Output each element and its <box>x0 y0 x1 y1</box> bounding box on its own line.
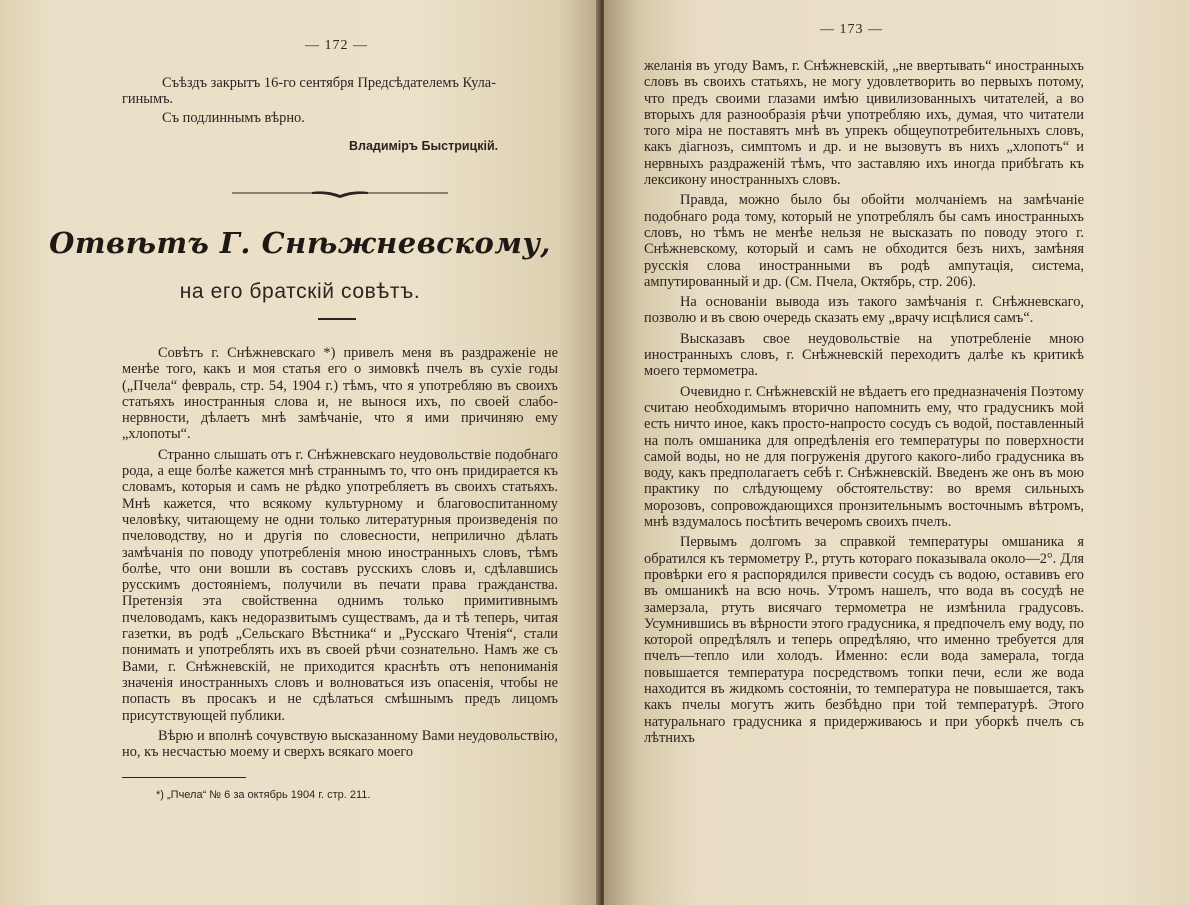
article-title: Отвѣтъ Г. Снѣжневскому, <box>49 226 551 260</box>
paragraph: Вѣрю и вполнѣ сочувствую высказанному Вами неудовольствію, но, къ несчастью моему и сверхъ всякаго моего <box>122 727 558 761</box>
title-underline <box>318 318 356 320</box>
paragraph: Высказавъ свое неудовольствіе на употребленіе мною иностранныхъ словъ, г. Снѣжневскій переходитъ далѣе къ критикѣ моего термометра. <box>644 330 1084 380</box>
closing-line-2: гинымъ. <box>122 91 174 107</box>
right-page <box>604 0 1190 905</box>
closing-line-1: Съѣздъ закрытъ 16-го сентября Предсѣдателемъ Кула- <box>162 75 496 91</box>
right-body-text <box>644 58 1084 746</box>
paragraph: На основаніи вывода изъ такого замѣчанія г. Снѣжневскаго, позволю и въ свою очередь сказать ему „врачу исцѣлися самъ“. <box>644 294 1084 327</box>
left-body-text <box>122 345 558 760</box>
footnote: *) „Пчела“ № 6 за октябрь 1904 г. стр. 211. <box>156 789 371 801</box>
paragraph: желанія въ угоду Вамъ, г. Снѣжневскій, „не ввертывать“ иностранныхъ словъ въ своихъ статьяхъ, не могу удовлетворить во первыхъ потому, что предъ своими глазами имѣю цивилизованныхъ читателей, а во вторыхъ для разнообразія рѣчи употребляю ихъ, думая, что читатели того міра не поставятъ мнѣ въ упрекъ общеупотребительныхъ словъ, какъ діагнозъ, симптомъ и др. и не вызовутъ въ нихъ „хлопотъ“ и нервныхъ раздраженій тѣмъ, что заставляю ихъ иногда прибѣгать къ лексикону иностранныхъ словъ. <box>644 58 1084 189</box>
paragraph: Совѣтъ г. Снѣжневскаго *) привелъ меня въ раздраженіе не менѣе того, какъ и моя статья его о зимовкѣ пчелъ въ сухіе годы („Пчела“ февраль, стр. 54, 1904 г.) тѣмъ, что я употребляю въ своихъ статьяхъ иностранныя слова и, не вынося ихъ, по своей слабо-нервности, дѣлаетъ мнѣ замѣчаніе, что я ими причиняю ему „хлопоты“. <box>122 345 558 443</box>
paragraph: Первымъ долгомъ за справкой температуры омшаника я обратился къ термометру Р., ртуть котораго показывала около—2°. Для провѣрки его я распорядился привести сосудъ съ водою, оставивъ его въ омшаникѣ на всю ночь. Утромъ нашелъ, что вода въ сосудѣ не замерзала, ртуть висячаго термометра не измѣнила градусовъ. Усумнившись въ вѣрности этого градусника, я предпочелъ ему воду, по которой опредѣлялъ и теперь опредѣляю, что именно требуется для пчелъ—тепло или холодъ. Именно: если вода замерала, тогда повышается температура посредствомъ топки печи, если же вода находится въ жидкомъ состояніи, то температура не повышается, такъ какъ пчелы могутъ жить безбѣдно при той температурѣ. Этого натуральнаго градусника я придерживаюсь и при уборкѣ пчелъ съ лѣтнихъ <box>644 534 1084 746</box>
paragraph: Правда, можно было бы обойти молчаніемъ на замѣчаніе подобнаго рода тому, который не употреблялъ бы самъ иностранныхъ словъ, но тѣмъ не менѣе нельзя не высказать по поводу этого г. Снѣжневскому, который и самъ не обходится безъ нихъ, замѣняя русскія слова иностранными въ родѣ ампутація, система, ампутированный и др. (См. Пчела, Октябрь, стр. 206). <box>644 192 1084 290</box>
signature: Владиміръ Быстрицкій. <box>349 139 499 153</box>
paragraph: Странно слышать отъ г. Снѣжневскаго неудовольствіе подобнаго рода, а еще болѣе кажется мнѣ страннымъ то, что онъ придирается къ словамъ, которыя и самъ не рѣдко употребляетъ въ своихъ статьяхъ. Мнѣ кажется, что всякому культурному и благовоспитанному человѣку, читающему не одни только литературныя произведенія по пчеловодству, но и другія по словесности, неприлично дѣлать замѣчанія по поводу употребленія мною иностранныхъ словъ, тѣмъ болѣе, что они вошли въ составъ русскихъ словъ и, сдѣлавшись русскимъ достояніемъ, получили въ печати права гражданства. Претензія эта свойственна однимъ только примитивнымъ пчеловодамъ, какъ недоразвитымъ существамъ, да и тѣ теперь, читая газетки, въ родѣ „Сельскаго Вѣстника“ и „Русскаго Чтенія“, стали понимать и употреблять ихъ въ своей рѣчи сознательно. Намъ же съ Вами, г. Снѣжневскій, не приходится краснѣть отъ непониманія значенія иностранныхъ словъ и волноваться изъ опасенія, чтобы не попасть въ просакъ и не сдѣлаться смѣшнымъ предъ лицомъ присутствующей публики. <box>122 446 558 724</box>
paragraph: Очевидно г. Снѣжневскій не вѣдаетъ его предназначенія Поэтому считаю необходимымъ вторично напомнить ему, что градусникъ мой есть ничто иное, какъ просто-напросто сосудъ съ водой, поставленный на полъ омшаника для опредѣленія его температуры по поверхности самой воды, но не для погруженія другого какого-либо градусника въ воду, какъ предполагаетъ себѣ г. Снѣжневскій. Введенъ же онъ въ мою практику по слѣдующему обстоятельству: во время сильныхъ морозовъ, сопровождающихся пронзительнымъ восточнымъ вѣтромъ, мнѣ вздумалось посѣтить вечеромъ своихъ пчелъ. <box>644 383 1084 531</box>
ornament-divider <box>232 184 448 194</box>
article-subtitle: на его братскій совѣтъ. <box>179 280 421 303</box>
footnote-rule <box>122 777 246 778</box>
closing-line-3: Съ подлиннымъ вѣрно. <box>162 110 305 126</box>
page-number-right: — 173 — <box>820 22 883 37</box>
page-number-left: — 172 — <box>305 38 368 53</box>
